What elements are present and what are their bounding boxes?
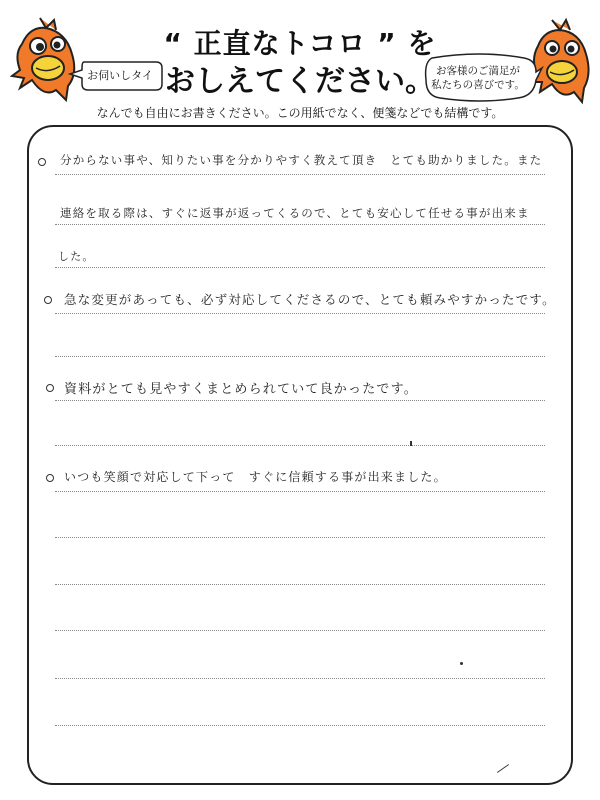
ruled-line xyxy=(55,174,545,175)
comment-1-line-3: した。 xyxy=(58,250,95,263)
speech-bubble-left-text: お伺いしタイ xyxy=(87,69,153,82)
stray-pen-mark xyxy=(460,662,463,665)
bullet-mark xyxy=(44,296,52,304)
bullet-mark xyxy=(38,158,46,166)
ruled-line xyxy=(55,267,545,268)
ruled-line xyxy=(55,224,545,225)
ruled-line xyxy=(55,584,545,585)
ruled-line xyxy=(55,537,545,538)
ruled-line xyxy=(55,356,545,357)
header xyxy=(0,0,600,125)
bullet-mark xyxy=(46,474,54,482)
instructions-text: なんでも自由にお書きください。この用紙でなく、便箋などでも結構です。 xyxy=(96,106,504,120)
ruled-line xyxy=(55,630,545,631)
comment-1-line-1: 分からない事や、知りたい事を分かりやすく教えて頂き とても助かりました。また xyxy=(60,153,543,167)
speech-bubble-right-line2: 私たちの喜びです。 xyxy=(431,79,525,91)
comment-3-line-1: 資料がとても見やすくまとめられていて良かったです。 xyxy=(64,382,418,397)
bullet-mark xyxy=(46,384,54,392)
ruled-line xyxy=(55,678,545,679)
page-title-line2: おしえてください。 xyxy=(165,64,435,99)
ruled-line xyxy=(55,725,545,726)
ruled-line xyxy=(55,400,545,401)
stray-pen-mark xyxy=(410,441,412,446)
comment-4-line-1: いつも笑顔で対応して下って すぐに信頼する事が出来ました。 xyxy=(64,470,447,484)
comment-1-line-2: 連絡を取る際は、すぐに返事が返ってくるので、とても安心して任せる事が出来ま xyxy=(60,206,530,220)
ruled-line xyxy=(55,313,545,314)
page-title-line1: “ 正直なトコロ ” を xyxy=(163,27,437,60)
ruled-line xyxy=(55,491,545,492)
comment-2-line-1: 急な変更があっても、必ず対応してくださるので、とても頼みやすかったです。 xyxy=(64,292,556,307)
ruled-line xyxy=(55,445,545,446)
speech-bubble-right-line1: お客様のご満足が xyxy=(436,65,520,77)
